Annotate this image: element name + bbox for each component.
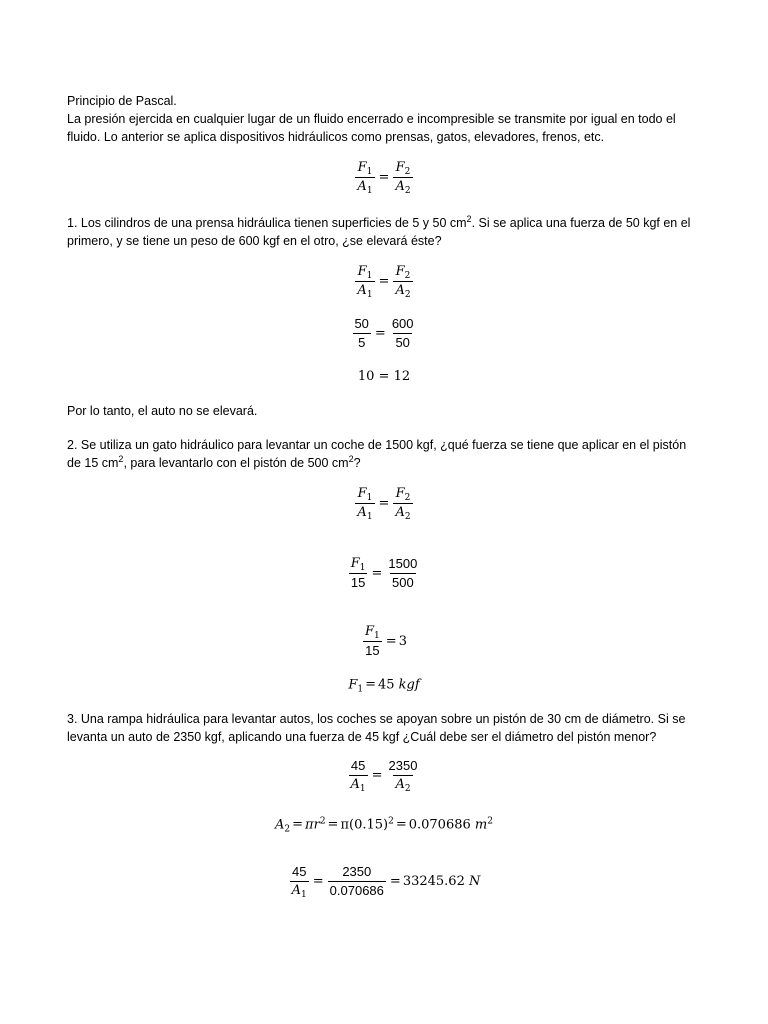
- problem-1-conclusion: Por lo tanto, el auto no se elevará.: [67, 404, 258, 418]
- problem-3-statement: 3. Una rampa hidráulica para levantar autos, los coches se apoyan sobre un pistón de 30 cm de diámetro. Si se levanta un auto de 2350 kgf, aplicando una fuerza de 45 kgf ¿Cuál debe ser el diámetro del pistón menor?: [67, 712, 686, 744]
- problem-1-formula: $\frac{F_1}{A_1}$ = $\frac{F_2}{A_2}$: [357, 264, 411, 300]
- problem-1-substitution: $\frac{50}{5}$ = $\frac{600}{50}$: [354, 316, 414, 350]
- document-title: Principio de Pascal.: [67, 94, 177, 108]
- intro-paragraph: La presión ejercida en cualquier lugar de un fluido encerrado e incompresible se transmite por igual en todo el fluido. Lo anterior se aplica dispositivos hidráulicos como prensas, gatos, elevadores, frenos, etc.: [67, 112, 676, 144]
- problem-3-area: $A_2 = \pi r^2 = \pi(0.15)^2 = 0.070686$ $m^2$: [275, 816, 493, 835]
- problem-2-answer: $F_1 = 45$ kgf: [348, 677, 420, 695]
- pascal-formula: $\frac{F_1}{A_1}$ = $\frac{F_2}{A_2}$: [357, 160, 411, 196]
- problem-1-result: 10 = 12: [357, 369, 411, 384]
- problem-3-formula: $\frac{45}{A_1}$ = $\frac{2350}{A_2}$: [350, 758, 418, 794]
- problem-3-result: $\frac{45}{A_1}$ = $\frac{2350}{0.070686}$ = 33245.62 N: [291, 864, 481, 900]
- problem-2-statement: 2. Se utiliza un gato hidráulico para levantar un coche de 1500 kgf, ¿qué fuerza se tiene que aplicar en el pistón de 15 $cm^2$, para levantarlo con el pistón de 500 $cm^2$?: [67, 438, 687, 470]
- problem-2-formula: $\frac{F_1}{A_1}$ = $\frac{F_2}{A_2}$: [357, 486, 411, 522]
- problem-2-simplified: $\frac{F_1}{15}$ = 3: [365, 624, 407, 658]
- problem-2-substitution: $\frac{F_1}{15}$ = $\frac{1500}{500}$: [350, 556, 418, 590]
- problem-1-statement: 1. Los cilindros de una prensa hidráulica tienen superficies de 5 y 50 $cm^2$. Si se aplica una fuerza de 50 kgf en el primero, y se tiene un peso de 600 kgf en el otro, ¿se elevará éste?: [67, 214, 691, 248]
